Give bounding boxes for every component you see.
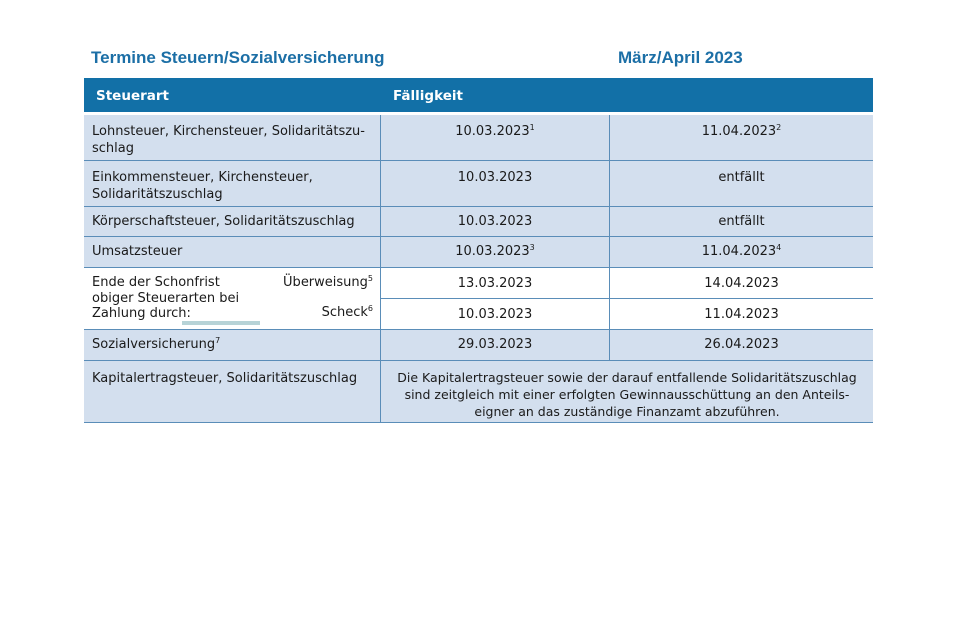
due-date-april: 11.04.2023$^2$: [701, 123, 782, 139]
table-row: [84, 330, 873, 361]
capital-note: Die Kapitalertragsteuer sowie der darauf entfallende Solidaritätszuschlag sind zeitgleich mit einer erfolgten Gewinnausschüttung an den Anteils- eigner an das zuständige Finanzamt abzuführen.: [397, 370, 857, 419]
table-row: [84, 361, 873, 423]
table-row: [84, 115, 873, 161]
due-date-april: 26.04.2023: [704, 337, 779, 352]
column-header-tax: Steuerart: [96, 88, 169, 104]
table-header: [84, 78, 873, 112]
column-header-due: Fälligkeit: [393, 88, 463, 104]
row-label: Kapitalertragsteuer, Solidaritätszuschlag: [92, 371, 358, 386]
due-date-april: entfällt: [718, 214, 765, 229]
tax-deadline-table: [84, 78, 873, 423]
transfer-date-march: 13.03.2023: [457, 276, 533, 291]
row-label: Umsatzsteuer: [92, 244, 183, 259]
table-row: [84, 237, 873, 268]
cheque-label: Scheck$^6$: [321, 304, 373, 320]
period-title: März/April 2023: [618, 48, 743, 67]
row-label: Körperschaftsteuer, Solidaritätszuschlag: [92, 214, 355, 229]
cheque-date-april: 11.04.2023: [704, 307, 779, 322]
due-date-march: 29.03.2023: [457, 337, 533, 352]
due-date-april: entfällt: [718, 170, 765, 185]
transfer-date-april: 14.04.2023: [704, 276, 779, 291]
due-date-march: 10.03.2023: [457, 214, 533, 229]
decorative-bar: [182, 321, 260, 325]
due-date-march: 10.03.2023$^1$: [455, 123, 535, 139]
row-label: Sozialversicherung$^7$: [92, 336, 221, 352]
row-label: Lohnsteuer, Kirchensteuer, Solidaritätszu- schlag: [92, 124, 365, 156]
table-row: [84, 207, 873, 237]
due-date-april: 11.04.2023$^4$: [701, 243, 782, 259]
cheque-date-march: 10.03.2023: [457, 307, 533, 322]
transfer-label: Überweisung$^5$: [283, 274, 373, 290]
page-title: Termine Steuern/Sozialversicherung: [91, 48, 385, 67]
row-label: Einkommensteuer, Kirchensteuer, Solidaritätszuschlag: [92, 170, 313, 202]
grace-label: Ende der Schonfrist obiger Steuerarten bei Zahlung durch:: [92, 275, 240, 321]
due-date-march: 10.03.2023: [457, 170, 533, 185]
table-row: [84, 161, 873, 207]
due-date-march: 10.03.2023$^3$: [455, 243, 535, 259]
